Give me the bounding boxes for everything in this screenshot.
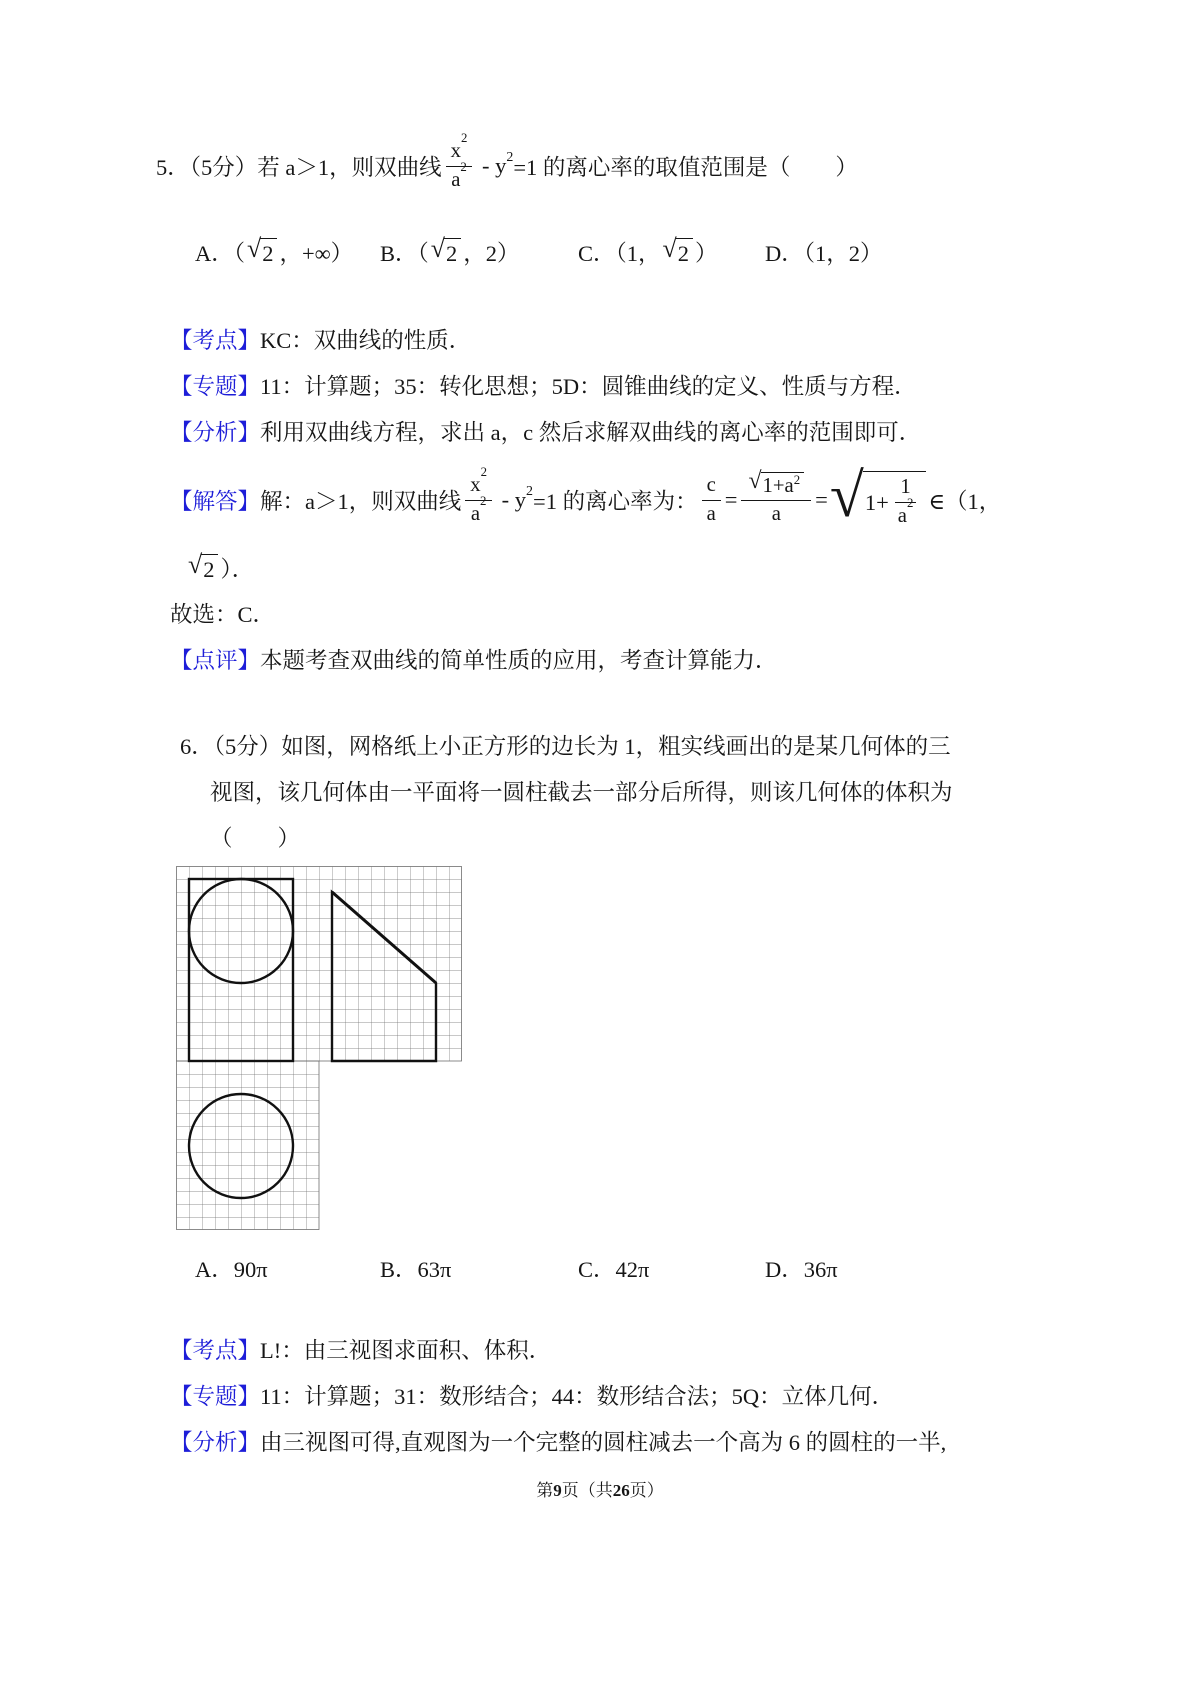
q6-figure-wrap <box>176 866 1070 1230</box>
fenxi-text: 利用双曲线方程，求出 a，c 然后求解双曲线的离心率的范围即可． <box>260 420 922 445</box>
q6-options <box>170 1244 1070 1292</box>
page-footer <box>0 1476 1200 1501</box>
zhuanti-text: 11：计算题；31：数形结合；44：数形结合法；5Q：立体几何． <box>260 1384 895 1409</box>
dianping-tag: 【点评】 <box>170 648 261 673</box>
q5-kaodian-line <box>170 318 1070 364</box>
q5-jieda-formula: 解：a＞1，则双曲线 $\frac{x^2}{a^2}$ - y $^2$ =1 的离心率为： $\frac{c}{a}$ = √ 1+a $^2$ a = √ 1+ $\frac{1}{a^2}$ ∈（1， <box>260 461 1002 530</box>
q5-option-b: B．（ √ 2 ，2） <box>380 233 520 266</box>
q5-zhuanti-line <box>170 364 1070 410</box>
footer-mid: 页（共 <box>561 1481 613 1500</box>
fenxi-text: 由三视图可得,直观图为一个完整的圆柱减去一个高为 6 的圆柱的一半, <box>260 1430 947 1455</box>
q6-option-b: B．63π <box>380 1257 452 1282</box>
q6-block <box>170 724 1070 1466</box>
q5-jieda-continuation: √ 2 ）． <box>188 549 255 582</box>
footer-pre: 第 <box>536 1481 554 1500</box>
q5-fenxi-line <box>170 410 1070 456</box>
q6-kaodian-line <box>170 1328 1070 1374</box>
q6-option-a: A．90π <box>195 1257 268 1282</box>
fenxi-tag: 【分析】 <box>170 1430 261 1455</box>
q5-option-d: D．（1，2） <box>765 241 883 266</box>
zhuanti-tag: 【专题】 <box>170 374 261 399</box>
three-view-figure <box>176 866 462 1230</box>
q6-stem-line1: 6．（5分）如图，网格纸上小正方形的边长为 1，粗实线画出的是某几何体的三 <box>180 734 951 759</box>
kaodian-text: KC：双曲线的性质． <box>260 328 472 353</box>
q6-option-c: C．42π <box>578 1257 650 1282</box>
kaodian-text: L!：由三视图求面积、体积． <box>260 1338 552 1363</box>
dianping-text: 本题考查双曲线的简单性质的应用，考查计算能力． <box>260 648 778 673</box>
q5-option-c: C．（1， √ 2 ） <box>578 233 718 266</box>
q5-solution-block <box>170 318 1070 684</box>
q5-options <box>170 228 1070 276</box>
footer-suf: 页） <box>629 1481 664 1500</box>
kaodian-tag: 【考点】 <box>170 328 261 353</box>
q6-option-d: D．36π <box>765 1257 838 1282</box>
q5-dianping-line <box>170 638 1070 684</box>
grid-bottom-block <box>177 1061 320 1230</box>
zhuanti-tag: 【专题】 <box>170 1384 261 1409</box>
fenxi-tag: 【分析】 <box>170 420 261 445</box>
kaodian-tag: 【考点】 <box>170 1338 261 1363</box>
total-pages: 26 <box>612 1481 630 1500</box>
q5-answer-line: 故选：C． <box>170 602 276 627</box>
q5-stem: 5．（5分）若 a＞1，则双曲线 $\frac{x^2}{a^2}$ - y $^2$ =1 的离心率的取值范围是（ ） <box>156 130 858 191</box>
q6-zhuanti-line <box>170 1374 1070 1420</box>
page-number: 9 <box>553 1481 562 1500</box>
q6-stem-line3: （ ） <box>210 826 301 851</box>
q6-stem-line2: 视图，该几何体由一平面将一圆柱截去一部分后所得，则该几何体的体积为 <box>210 780 953 805</box>
zhuanti-text: 11：计算题；35：转化思想；5D：圆锥曲线的定义、性质与方程． <box>260 374 917 399</box>
q5-option-a: A．（ √ 2 ，+∞） <box>195 233 354 266</box>
q5-jieda-line <box>170 456 1070 544</box>
q6-solution-block <box>170 1328 1070 1466</box>
jieda-tag: 【解答】 <box>170 489 261 514</box>
q6-fenxi-line <box>170 1420 1070 1466</box>
grid-top-block <box>177 867 462 1062</box>
